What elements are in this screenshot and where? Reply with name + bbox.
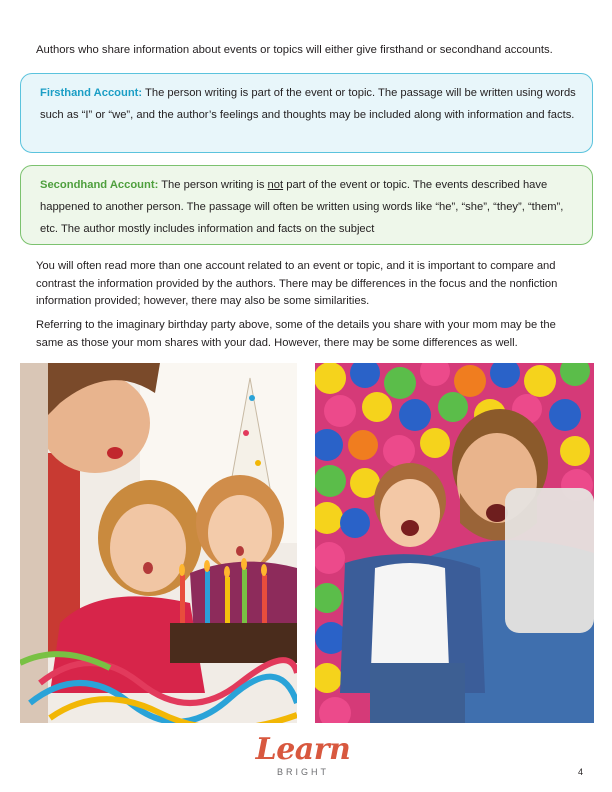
intro-text: Authors who share information about events or topics will either give firsthand or secondhand accounts. bbox=[36, 44, 553, 56]
secondhand-definition-start: The person writing is bbox=[158, 179, 268, 191]
birthday-party-photo bbox=[20, 363, 297, 723]
secondhand-term: Secondhand Account: bbox=[40, 179, 159, 191]
secondhand-account-box bbox=[20, 165, 593, 245]
logo-subtitle: BRIGHT bbox=[276, 767, 329, 777]
secondhand-emphasis: not bbox=[267, 179, 284, 191]
learn-bright-logo bbox=[248, 732, 358, 785]
firsthand-account-box bbox=[20, 73, 593, 153]
firsthand-definition: The person writing is part of the event or topic. The passage will be written using words such as “I” or “we”, and the author’s feelings and thoughts may be included along with information and facts. bbox=[40, 87, 576, 121]
secondhand-definition-end: part of the event or topic. The events described have happened to another person. The passage will often be written using words like “he”, “she”, “they”, “them”, etc. The author mostly includes information and facts on the subject bbox=[40, 179, 564, 235]
logo-word: Learn bbox=[255, 732, 351, 767]
ball-pit-photo bbox=[315, 363, 594, 723]
compare-paragraph: You will often read more than one account related to an event or topic, and it is important to compare and contrast the information provided by the authors. There may be differences in the focus and the nonfiction information provided; however, there may also be some similarities. bbox=[36, 260, 558, 307]
birthday-paragraph: Referring to the imaginary birthday party above, some of the details you share with your mom may be the same as those your mom shares with your dad. However, there may be some differences as well. bbox=[36, 319, 556, 349]
firsthand-term: Firsthand Account: bbox=[40, 87, 143, 99]
page-number: 4 bbox=[578, 767, 584, 777]
